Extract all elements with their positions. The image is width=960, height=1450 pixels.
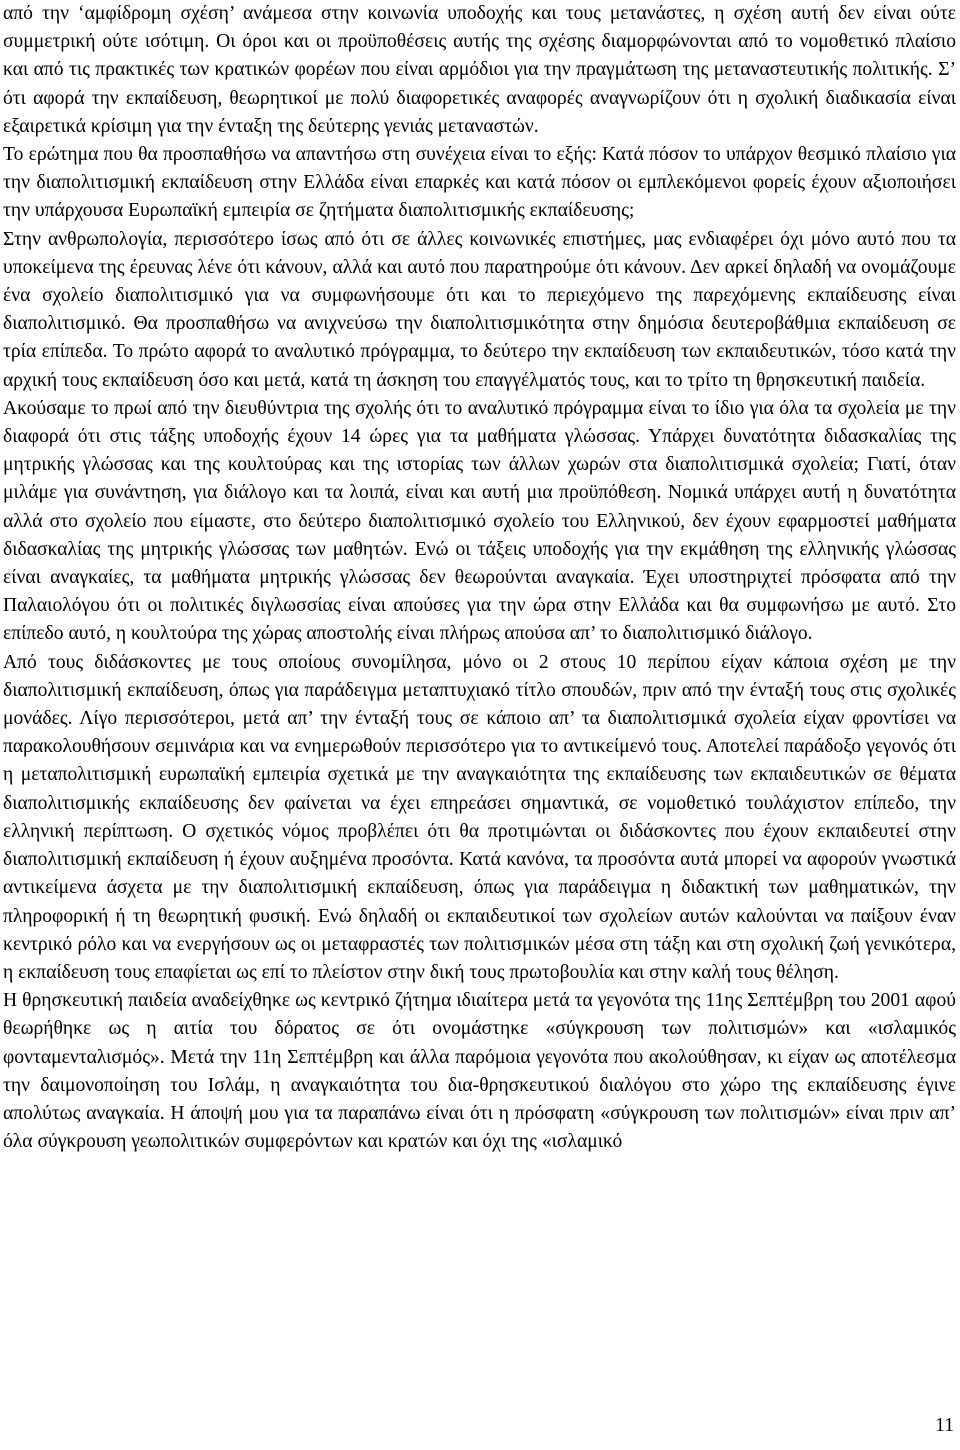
paragraph-1: από την ‘αμφίδρομη σχέση’ ανάμεσα στην κοινωνία υποδοχής και τους μετανάστες, η σχέση αυτή δεν είναι ούτε συμμετρική ούτε ισότιμη. Οι όροι και οι προϋποθέσεις αυτής της σχέσης διαμορφώνονται από το νομοθετικό πλαίσιο και από τις πρακτικές των κρατικών φορέων που είναι αρμόδιοι για την πραγμάτωση της μεταναστευτικής πολιτικής. Σ’ ότι αφορά την εκπαίδευση, θεωρητικοί με πολύ διαφορετικές αναφορές αναγνωρίζουν ότι η σχολική διαδικασία είναι εξαιρετικά κρίσιμη για την ένταξη της δεύτερης γενιάς μεταναστών. xyxy=(3,3,956,137)
paragraph-4: Ακούσαμε το πρωί από την διευθύντρια της σχολής ότι το αναλυτικό πρόγραμμα είναι το ίδιο για όλα τα σχολεία με την διαφορά ότι στις τάξης υποδοχής έχουν 14 ώρες για τα μαθήματα γλώσσας. Υπάρχει δυνατότητα διδασκαλίας της μητρικής γλώσσας και της κουλτούρας και της ιστορίας των άλλων χωρών στα διαπολιτισμικά σχολεία; Γιατί, όταν μιλάμε για συνάντηση, για διάλογο και τα λοιπά, είναι και αυτή μια προϋπόθεση. Νομικά υπάρχει αυτή η δυνατότητα αλλά στο σχολείο που είμαστε, στο δεύτερο διαπολιτισμικό σχολείο του Ελληνικού, δεν έχουν εφαρμοστεί μαθήματα διδασκαλίας της μητρικής γλώσσας των μαθητών. Ενώ οι τάξεις υποδοχής για την εκμάθηση της ελληνικής γλώσσας είναι αναγκαίες, τα μαθήματα μητρικής γλώσσας δεν θεωρούνται αναγκαία. Έχει υποστηριχτεί πρόσφατα από την Παλαιολόγου ότι οι πολιτικές διγλωσσίας είναι απούσες για την ώρα στην Ελλάδα και θα συμφωνήσω με αυτό. Στο επίπεδο αυτό, η κουλτούρα της χώρας αποστολής είναι πλήρως απούσα απ’ το διαπολιτισμικό διάλογο. xyxy=(3,397,956,645)
paragraph-3: Στην ανθρωπολογία, περισσότερο ίσως από ότι σε άλλες κοινωνικές επιστήμες, μας ενδιαφέρει όχι μόνο αυτό που τα υποκείμενα της έρευνας λένε ότι κάνουν, αλλά και αυτό που παρατηρούμε ότι κάνουν. Δεν αρκεί δηλαδή να ονομάζουμε ένα σχολείο διαπολιτισμικό για να συμφωνήσουμε ότι και το περιεχόμενο της παρεχόμενης εκπαίδευσης είναι διαπολιτισμικό. Θα προσπαθήσω να ανιχνεύσω την διαπολιτισμικότητα στην δημόσια δευτεροβάθμια εκπαίδευση σε τρία επίπεδα. Το πρώτο αφορά το αναλυτικό πρόγραμμα, το δεύτερο την εκπαίδευση των εκπαιδευτικών, τόσο κατά την αρχική τους εκπαίδευση όσο και μετά, κατά τη άσκηση του επαγγέλματός τους, και το τρίτο τη θρησκευτική παιδεία. xyxy=(3,228,956,391)
paragraph-5: Από τους διδάσκοντες με τους οποίους συνομίλησα, μόνο οι 2 στους 10 περίπου είχαν κάποια σχέση με την διαπολιτισμική εκπαίδευση, όπως για παράδειγμα μεταπτυχιακό τίτλο σπουδών, πριν από την ένταξή τους στις σχολικές μονάδες. Λίγο περισσότεροι, μετά απ’ την ένταξή τους σε κάποιο απ’ τα διαπολιτισμικά σχολεία είχαν φροντίσει να παρακολουθήσουν σεμινάρια και να ενημερωθούν περισσότερο για το αντικείμενό τους. Αποτελεί παράδοξο γεγονός ότι η μεταπολιτισμική ευρωπαϊκή εμπειρία σχετικά με την αναγκαιότητα της εκπαίδευσης των εκπαιδευτικών σε θέματα διαπολιτισμικής εκπαίδευσης δεν φαίνεται να έχει επηρεάσει σημαντικά, σε νομοθετικό τουλάχιστον επίπεδο, την ελληνική περίπτωση. Ο σχετικός νόμος προβλέπει ότι θα προτιμώνται οι διδάσκοντες που έχουν εκπαιδευτεί στην διαπολιτισμική εκπαίδευση ή έχουν αυξημένα προσόντα. Κατά κανόνα, τα προσόντα αυτά μπορεί να αφορούν γνωστικά αντικείμενα άσχετα με την διαπολιτισμική εκπαίδευση, όπως για παράδειγμα η διδακτική των μαθηματικών, την πληροφορική ή τη θεωρητική φυσική. Ενώ δηλαδή οι εκπαιδευτικοί των σχολείων αυτών καλούνται να παίξουν έναν κεντρικό ρόλο και να ενεργήσουν ως οι μεταφραστές των πολιτισμικών μέσα στη τάξη και στη σχολική ζωή γενικότερα, η εκπαίδευση τους επαφίεται ως επί το πλείστον στην δική τους πρωτοβουλία και στην καλή τους θέληση. xyxy=(3,651,956,983)
paragraph-2: Το ερώτημα που θα προσπαθήσω να απαντήσω στη συνέχεια είναι το εξής: Κατά πόσον το υπάρχον θεσμικό πλαίσιο για την διαπολιτισμική εκπαίδευση στην Ελλάδα είναι επαρκές και κατά πόσον οι εμπλεκόμενοι φορείς έχουν αξιοποιήσει την υπάρχουσα Ευρωπαϊκή εμπειρία σε ζητήματα διαπολιτισμικής εκπαίδευσης; xyxy=(3,144,956,222)
paragraph-6: Η θρησκευτική παιδεία αναδείχθηκε ως κεντρικό ζήτημα ιδιαίτερα μετά τα γεγονότα της 11ης Σεπτέμβρη του 2001 αφού θεωρήθηκε ως η αιτία του δόρατος σε ότι ονομάστηκε «σύγκρουση των πολιτισμών» και «ισλαμικός φονταμενταλισμός». Μετά την 11η Σεπτέμβρη και άλλα παρόμοια γεγονότα που ακολούθησαν, κι είχαν ως αποτέλεσμα την δαιμονοποίηση του Ισλάμ, η αναγκαιότητα του δια-θρησκευτικού διαλόγου στο χώρο της εκπαίδευσης έγινε απολύτως αναγκαία. Η άποψή μου για τα παραπάνω είναι ότι η πρόσφατη «σύγκρουση των πολιτισμών» είναι πριν απ’ όλα σύγκρουση γεωπολιτικών συμφερόντων και κρατών και όχι της «ισλαμικό xyxy=(3,990,956,1153)
document-body xyxy=(3,0,956,1156)
page-number: 11 xyxy=(935,1415,954,1436)
